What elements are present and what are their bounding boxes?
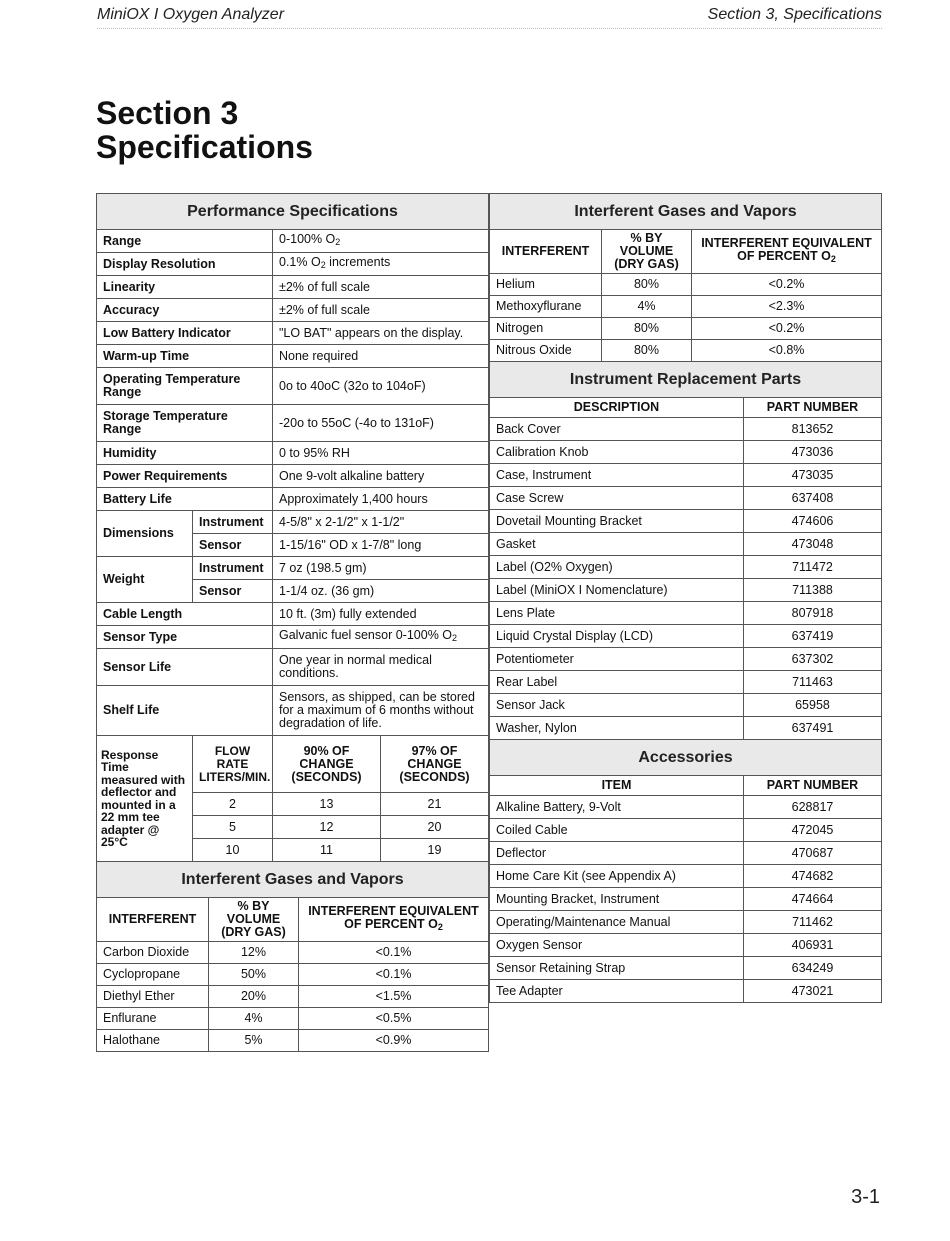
response-90: 13 bbox=[273, 793, 381, 816]
part-description: Potentiometer bbox=[490, 648, 744, 671]
weight-instrument-label: Instrument bbox=[193, 557, 273, 580]
header-rule bbox=[97, 28, 882, 29]
response-flow: 2 bbox=[193, 793, 273, 816]
part-description: Label (O2% Oxygen) bbox=[490, 556, 744, 579]
dimensions-sensor-value: 1-15/16" OD x 1-7/8" long bbox=[273, 534, 489, 557]
accessory-description: Sensor Retaining Strap bbox=[490, 957, 744, 980]
part-description: Back Cover bbox=[490, 418, 744, 441]
accessories-col-item: ITEM bbox=[490, 776, 744, 796]
interferent-name: Helium bbox=[490, 274, 602, 296]
response-label: Response Time measured with deflector and mounted in a 22 mm tee adapter @ 25°C bbox=[97, 736, 193, 862]
accessory-description: Coiled Cable bbox=[490, 819, 744, 842]
interferent-equiv: <0.2% bbox=[692, 318, 882, 340]
replacement-col-desc: DESCRIPTION bbox=[490, 398, 744, 418]
accessory-part-number: 472045 bbox=[744, 819, 882, 842]
storage-temp-value: -20o to 55oC (-4o to 131oF) bbox=[273, 405, 489, 442]
replacement-parts-heading: Instrument Replacement Parts bbox=[490, 362, 882, 398]
interferent-volume: 80% bbox=[602, 318, 692, 340]
accessory-description: Alkaline Battery, 9-Volt bbox=[490, 796, 744, 819]
part-description: Calibration Knob bbox=[490, 441, 744, 464]
interferent-volume: 80% bbox=[602, 274, 692, 296]
weight-label: Weight bbox=[97, 557, 193, 603]
response-flow-header: FLOW RATE LITERS/MIN. bbox=[193, 736, 273, 793]
interferent-name: Diethyl Ether bbox=[97, 986, 209, 1008]
replacement-col-part: PART NUMBER bbox=[744, 398, 882, 418]
response-90: 11 bbox=[273, 839, 381, 862]
accessory-description: Operating/Maintenance Manual bbox=[490, 911, 744, 934]
interferent-name: Methoxyflurane bbox=[490, 296, 602, 318]
warmup-value: None required bbox=[273, 345, 489, 368]
accessory-part-number: 628817 bbox=[744, 796, 882, 819]
battery-life-label: Battery Life bbox=[97, 488, 273, 511]
interferent-left-col-volume: % BY VOLUME (DRY GAS) bbox=[209, 898, 299, 942]
weight-sensor-label: Sensor bbox=[193, 580, 273, 603]
interferent-name: Carbon Dioxide bbox=[97, 942, 209, 964]
replacement-parts-table bbox=[489, 361, 882, 740]
operating-temp-value: 0o to 40oC (32o to 104oF) bbox=[273, 368, 489, 405]
interferent-equiv: <0.1% bbox=[299, 964, 489, 986]
interferent-left-col-equiv: INTERFERENT EQUIVALENT OF PERCENT $O_2$ bbox=[299, 898, 489, 942]
weight-instrument-value: 7 oz (198.5 gm) bbox=[273, 557, 489, 580]
part-description: Case, Instrument bbox=[490, 464, 744, 487]
part-number: 473048 bbox=[744, 533, 882, 556]
accessory-part-number: 406931 bbox=[744, 934, 882, 957]
interferent-right-col-equiv: INTERFERENT EQUIVALENT OF PERCENT $O_2$ bbox=[692, 230, 882, 274]
part-description: Gasket bbox=[490, 533, 744, 556]
part-number: 637302 bbox=[744, 648, 882, 671]
response-90-header: 90% OF CHANGE (SECONDS) bbox=[273, 736, 381, 793]
response-flow: 10 bbox=[193, 839, 273, 862]
interferent-equiv: <0.8% bbox=[692, 340, 882, 362]
dimensions-sensor-label: Sensor bbox=[193, 534, 273, 557]
page-title bbox=[96, 96, 313, 164]
performance-table bbox=[96, 193, 489, 862]
interferent-volume: 12% bbox=[209, 942, 299, 964]
part-number: 807918 bbox=[744, 602, 882, 625]
part-description: Washer, Nylon bbox=[490, 717, 744, 740]
accessories-table bbox=[489, 739, 882, 1003]
response-flow: 5 bbox=[193, 816, 273, 839]
interferent-equiv: <1.5% bbox=[299, 986, 489, 1008]
shelf-life-label: Shelf Life bbox=[97, 686, 273, 736]
part-number: 473035 bbox=[744, 464, 882, 487]
interferent-volume: 50% bbox=[209, 964, 299, 986]
part-description: Sensor Jack bbox=[490, 694, 744, 717]
dimensions-instrument-label: Instrument bbox=[193, 511, 273, 534]
part-number: 711388 bbox=[744, 579, 882, 602]
interferent-right-heading: Interferent Gases and Vapors bbox=[490, 194, 882, 230]
linearity-value: ±2% of full scale bbox=[273, 276, 489, 299]
sensor-life-value: One year in normal medical conditions. bbox=[273, 649, 489, 686]
response-97-header: 97% OF CHANGE (SECONDS) bbox=[381, 736, 489, 793]
right-column bbox=[489, 193, 881, 1003]
humidity-label: Humidity bbox=[97, 442, 273, 465]
interferent-left-col-name: INTERFERENT bbox=[97, 898, 209, 942]
part-number: 637491 bbox=[744, 717, 882, 740]
part-number: 813652 bbox=[744, 418, 882, 441]
interferent-name: Halothane bbox=[97, 1030, 209, 1052]
interferent-volume: 80% bbox=[602, 340, 692, 362]
interferent-right-table bbox=[489, 193, 882, 362]
part-description: Liquid Crystal Display (LCD) bbox=[490, 625, 744, 648]
part-number: 65958 bbox=[744, 694, 882, 717]
part-number: 637408 bbox=[744, 487, 882, 510]
part-number: 711463 bbox=[744, 671, 882, 694]
interferent-left-table bbox=[96, 861, 489, 1052]
part-number: 637419 bbox=[744, 625, 882, 648]
accessory-part-number: 473021 bbox=[744, 980, 882, 1003]
shelf-life-value: Sensors, as shipped, can be stored for a maximum of 6 months without degradation of life. bbox=[273, 686, 489, 736]
battery-life-value: Approximately 1,400 hours bbox=[273, 488, 489, 511]
running-header-right: Section 3, Specifications bbox=[707, 6, 882, 23]
interferent-equiv: <2.3% bbox=[692, 296, 882, 318]
interferent-volume: 5% bbox=[209, 1030, 299, 1052]
title-line-2: Specifications bbox=[96, 129, 313, 165]
interferent-name: Nitrous Oxide bbox=[490, 340, 602, 362]
humidity-value: 0 to 95% RH bbox=[273, 442, 489, 465]
resolution-label: Display Resolution bbox=[97, 253, 273, 276]
accessories-col-part: PART NUMBER bbox=[744, 776, 882, 796]
interferent-right-col-name: INTERFERENT bbox=[490, 230, 602, 274]
performance-heading: Performance Specifications bbox=[97, 194, 489, 230]
interferent-equiv: <0.5% bbox=[299, 1008, 489, 1030]
dimensions-instrument-value: 4-5/8" x 2-1/2" x 1-1/2" bbox=[273, 511, 489, 534]
accuracy-label: Accuracy bbox=[97, 299, 273, 322]
response-97: 21 bbox=[381, 793, 489, 816]
accessory-part-number: 474682 bbox=[744, 865, 882, 888]
accessory-part-number: 470687 bbox=[744, 842, 882, 865]
resolution-value: 0.1% $O_2$ increments bbox=[273, 253, 489, 276]
response-97: 19 bbox=[381, 839, 489, 862]
interferent-equiv: <0.1% bbox=[299, 942, 489, 964]
cable-length-value: 10 ft. (3m) fully extended bbox=[273, 603, 489, 626]
sensor-life-label: Sensor Life bbox=[97, 649, 273, 686]
storage-temp-label: Storage Temperature Range bbox=[97, 405, 273, 442]
part-description: Label (MiniOX I Nomenclature) bbox=[490, 579, 744, 602]
interferent-equiv: <0.2% bbox=[692, 274, 882, 296]
part-number: 711472 bbox=[744, 556, 882, 579]
part-description: Lens Plate bbox=[490, 602, 744, 625]
range-value: 0-100% $O_2$ bbox=[273, 230, 489, 253]
response-90: 12 bbox=[273, 816, 381, 839]
dimensions-label: Dimensions bbox=[97, 511, 193, 557]
interferent-volume: 4% bbox=[602, 296, 692, 318]
part-number: 474606 bbox=[744, 510, 882, 533]
accessory-description: Oxygen Sensor bbox=[490, 934, 744, 957]
interferent-left-heading: Interferent Gases and Vapors bbox=[97, 862, 489, 898]
interferent-volume: 4% bbox=[209, 1008, 299, 1030]
title-line-1: Section 3 bbox=[96, 95, 239, 131]
accessories-heading: Accessories bbox=[490, 740, 882, 776]
interferent-volume: 20% bbox=[209, 986, 299, 1008]
accessory-description: Mounting Bracket, Instrument bbox=[490, 888, 744, 911]
sensor-type-value: Galvanic fuel sensor 0-100% $O_2$ bbox=[273, 626, 489, 649]
weight-sensor-value: 1-1/4 oz. (36 gm) bbox=[273, 580, 489, 603]
interferent-right-col-volume: % BY VOLUME (DRY GAS) bbox=[602, 230, 692, 274]
low-battery-label: Low Battery Indicator bbox=[97, 322, 273, 345]
accessory-part-number: 711462 bbox=[744, 911, 882, 934]
low-battery-value: "LO BAT" appears on the display. bbox=[273, 322, 489, 345]
interferent-name: Enflurane bbox=[97, 1008, 209, 1030]
power-label: Power Requirements bbox=[97, 465, 273, 488]
accessory-part-number: 474664 bbox=[744, 888, 882, 911]
part-description: Rear Label bbox=[490, 671, 744, 694]
linearity-label: Linearity bbox=[97, 276, 273, 299]
range-label: Range bbox=[97, 230, 273, 253]
interferent-name: Cyclopropane bbox=[97, 964, 209, 986]
cable-length-label: Cable Length bbox=[97, 603, 273, 626]
response-97: 20 bbox=[381, 816, 489, 839]
sensor-type-label: Sensor Type bbox=[97, 626, 273, 649]
operating-temp-label: Operating Temperature Range bbox=[97, 368, 273, 405]
accessory-description: Home Care Kit (see Appendix A) bbox=[490, 865, 744, 888]
interferent-equiv: <0.9% bbox=[299, 1030, 489, 1052]
left-column bbox=[96, 193, 488, 1052]
part-description: Dovetail Mounting Bracket bbox=[490, 510, 744, 533]
accessory-part-number: 634249 bbox=[744, 957, 882, 980]
page-number: 3-1 bbox=[851, 1186, 880, 1208]
part-number: 473036 bbox=[744, 441, 882, 464]
power-value: One 9-volt alkaline battery bbox=[273, 465, 489, 488]
part-description: Case Screw bbox=[490, 487, 744, 510]
accuracy-value: ±2% of full scale bbox=[273, 299, 489, 322]
running-header-left: MiniOX I Oxygen Analyzer bbox=[97, 6, 285, 23]
interferent-name: Nitrogen bbox=[490, 318, 602, 340]
warmup-label: Warm-up Time bbox=[97, 345, 273, 368]
accessory-description: Deflector bbox=[490, 842, 744, 865]
accessory-description: Tee Adapter bbox=[490, 980, 744, 1003]
